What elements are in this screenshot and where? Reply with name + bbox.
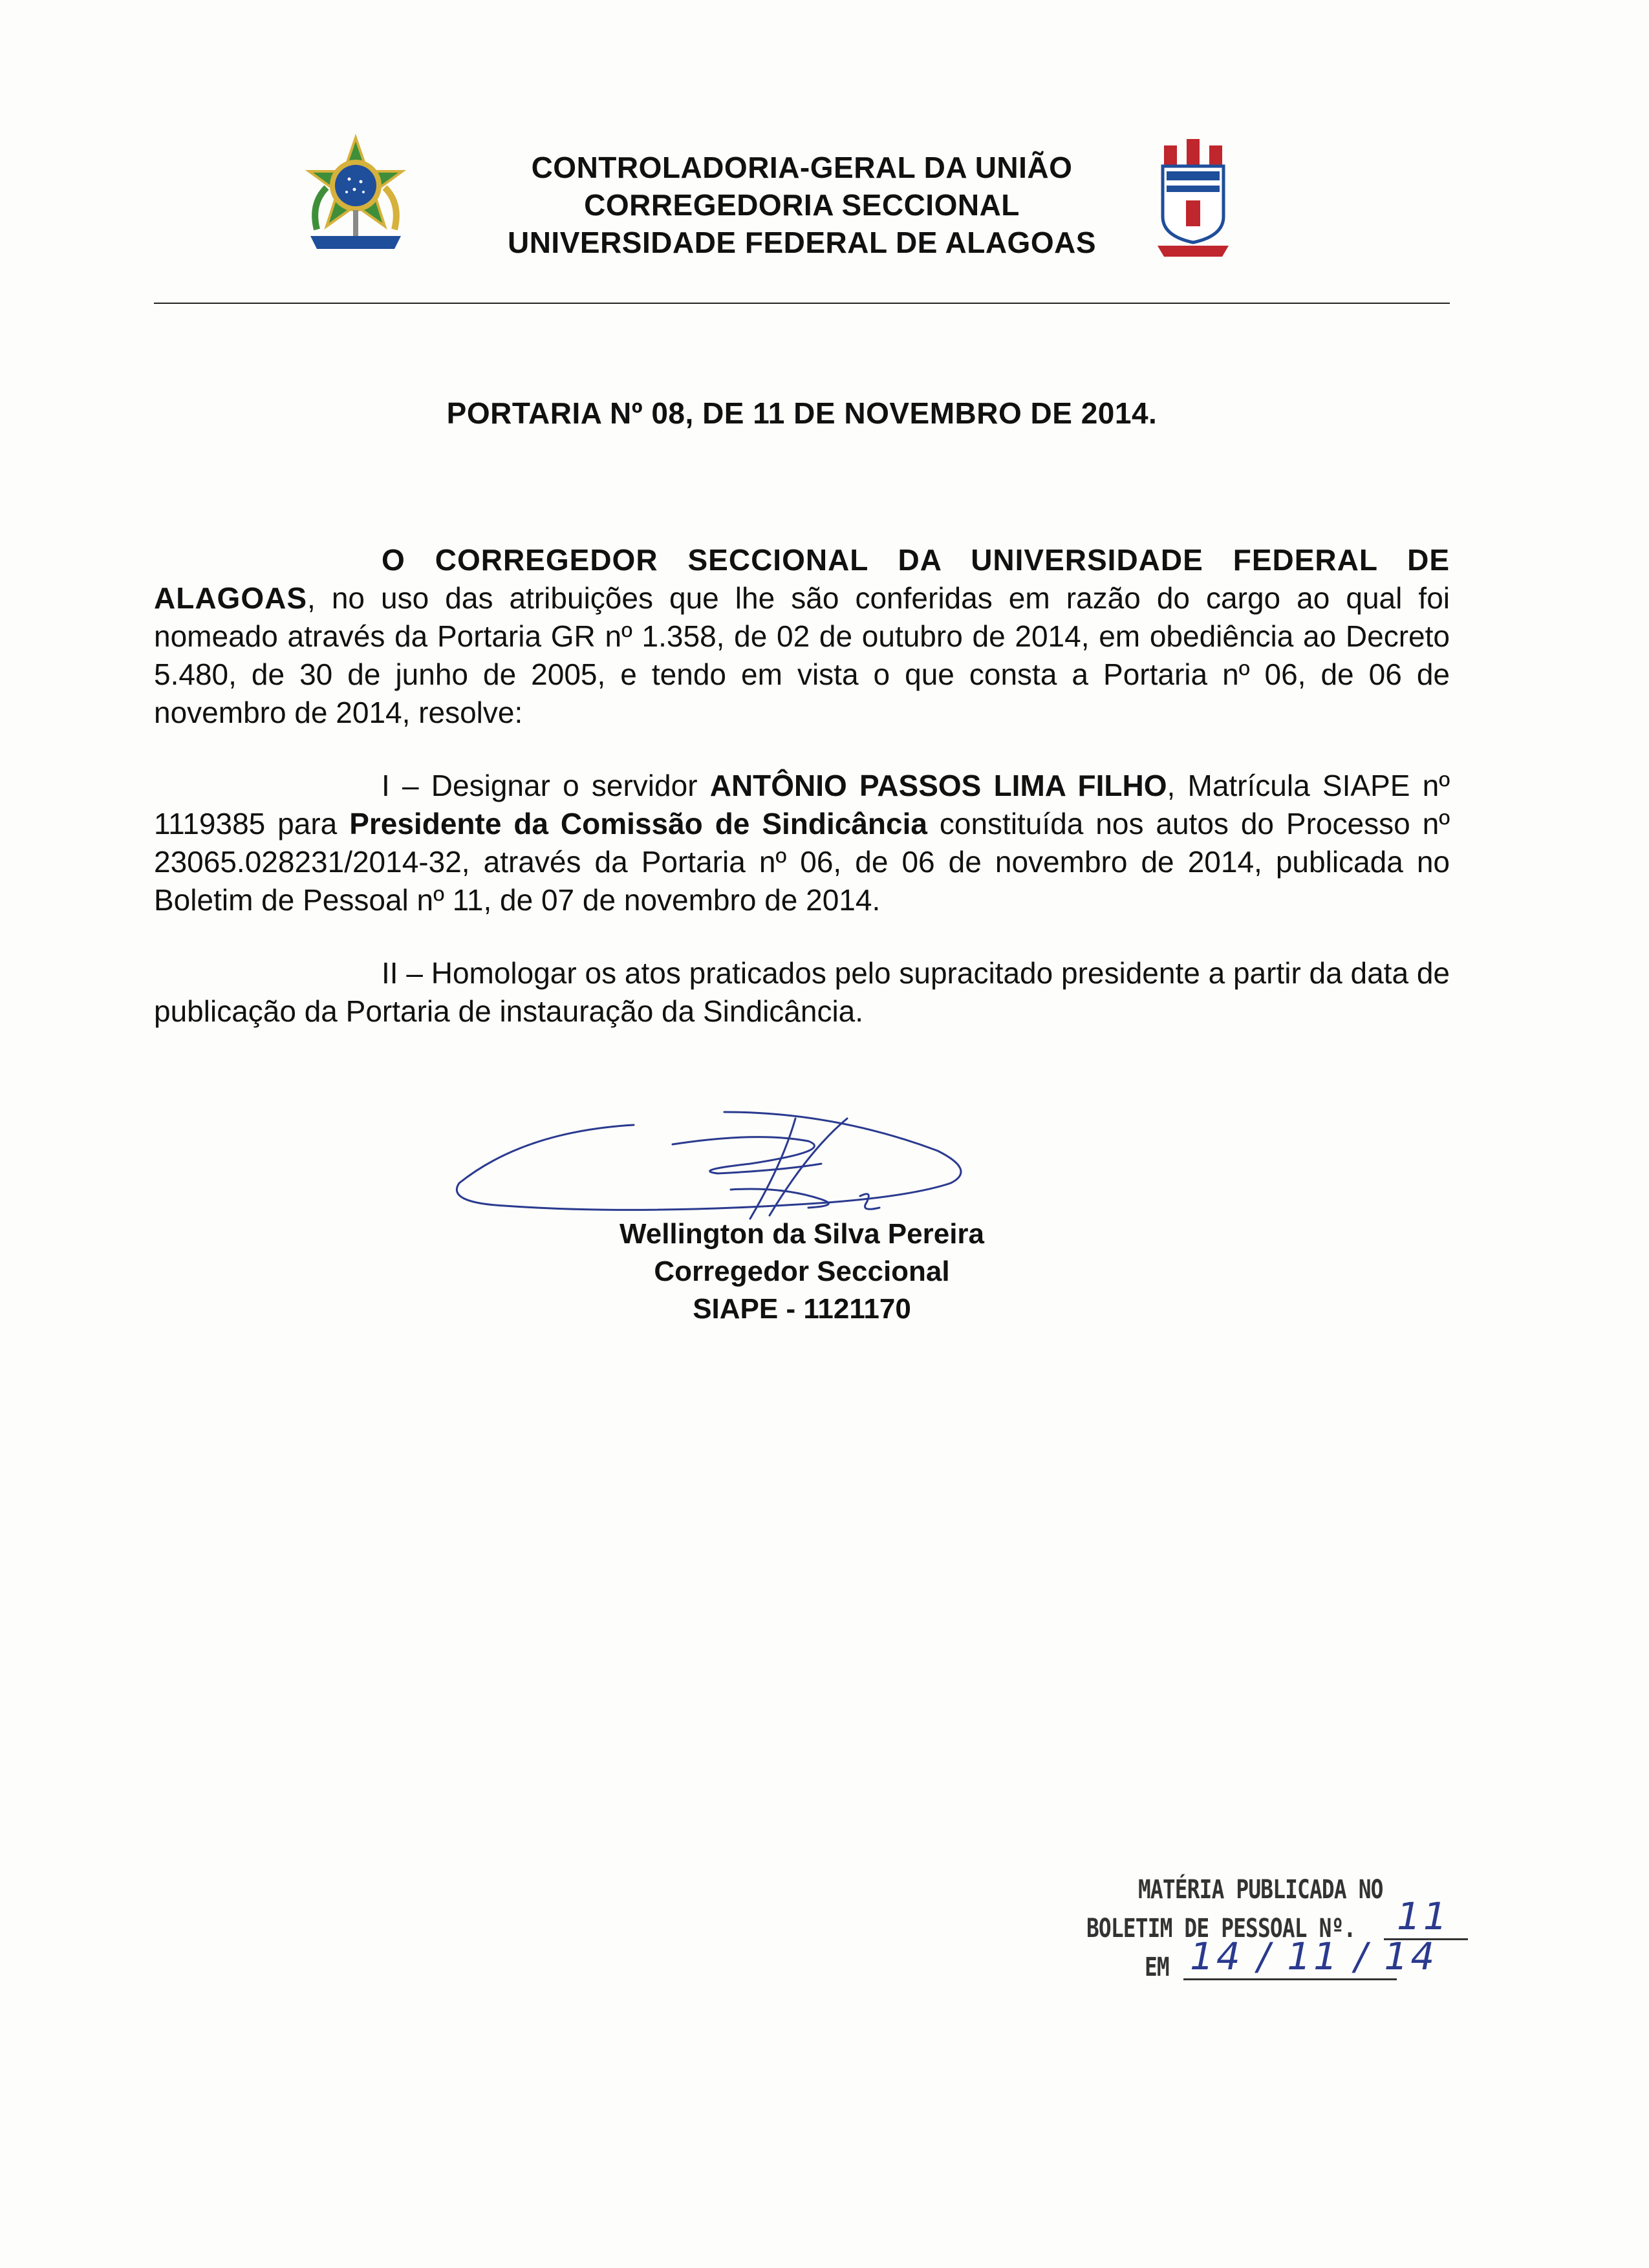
brazil-coat-of-arms-icon — [291, 133, 420, 262]
ufal-logo-icon — [1158, 139, 1229, 259]
header-line-1: CONTROLADORIA-GERAL DA UNIÃO — [531, 151, 1073, 184]
header-institution — [414, 149, 1190, 261]
signatory-title: Corregedor Seccional — [654, 1256, 950, 1287]
article-1-text-b: , Matrícula SIAPE nº 1119385 para — [154, 769, 1450, 840]
designated-role: Presidente da Comissão de Sindicância — [349, 807, 927, 840]
article-1-text-c: constituída nos autos do Processo nº 23065.028231/2014-32, através da Portaria nº 06, de 06 de novembro de 2014, publicada no Boletim de Pessoal nº 11, de 07 de novembro de 2014. — [154, 807, 1450, 917]
handwritten-boletim-number: 11 — [1397, 1894, 1450, 1938]
stamp-line-1: MATÉRIA PUBLICADA NO — [1138, 1875, 1383, 1905]
handwritten-signature — [446, 1093, 1093, 1235]
header-divider — [154, 303, 1450, 304]
stamp-date-underline — [1183, 1978, 1397, 1980]
stamp-line-3: EM — [1145, 1952, 1169, 1982]
article-2-paragraph: II – Homologar os atos praticados pelo supracitado presidente a partir da data de publicação da Portaria de instauração da Sindicância. — [154, 956, 1450, 1028]
article-1-text-a: I – Designar o servidor — [382, 769, 710, 802]
handwritten-publication-date: 14 / 11 / 14 — [1190, 1934, 1438, 1978]
signatory-siape: SIAPE - 1121170 — [693, 1293, 911, 1325]
designated-server-name: ANTÔNIO PASSOS LIMA FILHO — [709, 769, 1167, 802]
signature-block — [504, 1215, 1099, 1328]
signatory-name: Wellington da Silva Pereira — [619, 1218, 985, 1250]
publication-stamp — [1086, 1862, 1474, 2082]
header-line-3: UNIVERSIDADE FEDERAL DE ALAGOAS — [507, 226, 1097, 259]
article-1-paragraph — [154, 767, 1450, 919]
preamble-text: , no uso das atribuições que lhe são conferidas em razão do cargo ao qual foi nomeado através da Portaria GR nº 1.358, de 02 de outubro de 2014, em obediência ao Decreto 5.480, de 30 de junho de 2005, e tendo em vista o que consta a Portaria nº 06, de 06 de novembro de 2014, resolve: — [154, 581, 1450, 729]
header-line-2: CORREGEDORIA SECCIONAL — [584, 188, 1020, 222]
stamp-line-2: BOLETIM DE PESSOAL Nº. — [1086, 1914, 1356, 1943]
preamble-paragraph — [154, 541, 1450, 732]
preamble-authority: O CORREGEDOR SECCIONAL DA UNIVERSIDADE FEDERAL DE ALAGOAS — [154, 543, 1450, 615]
document-title: PORTARIA Nº 08, DE 11 DE NOVEMBRO DE 2014. — [446, 396, 1158, 430]
